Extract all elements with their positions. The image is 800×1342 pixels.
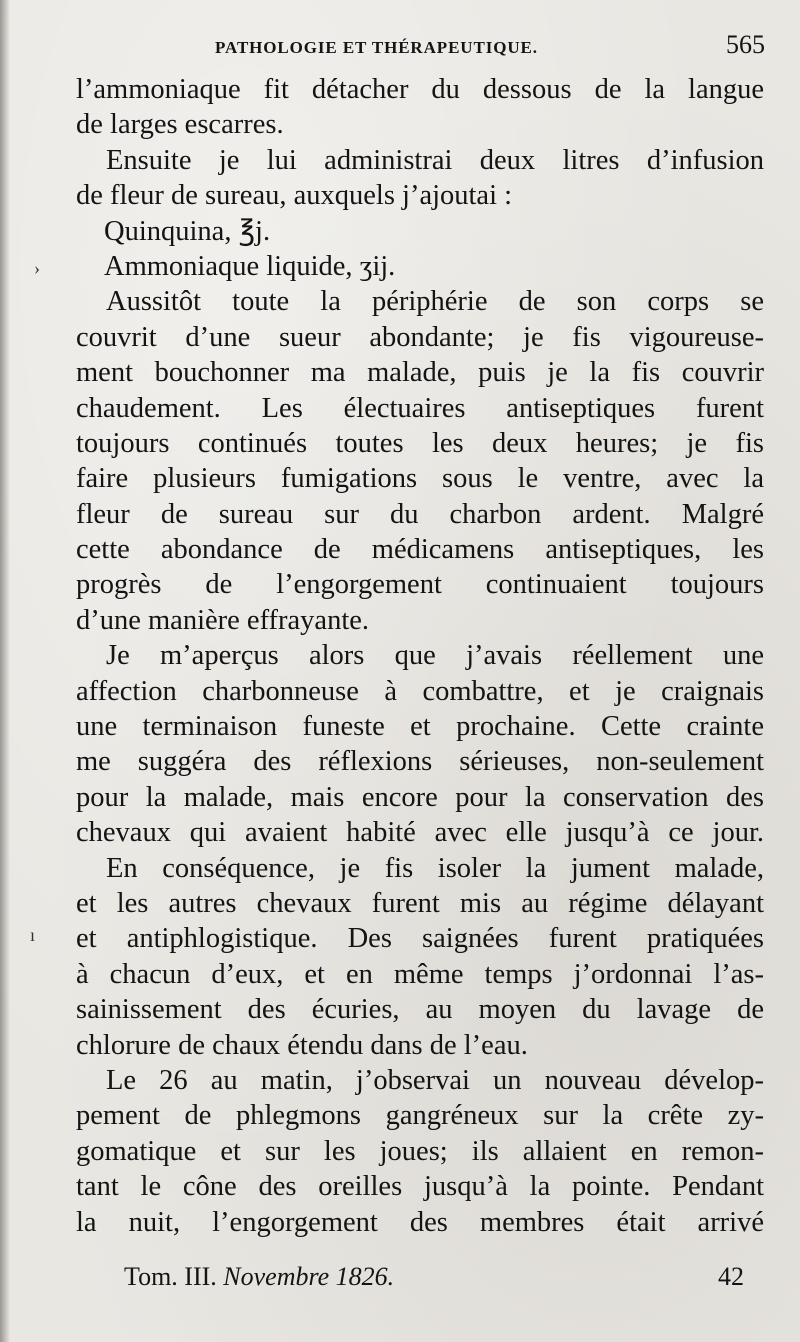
text-line: faire plusieurs fumigations sous le ventre, avec la [76, 463, 764, 495]
page-gutter-shadow [0, 0, 10, 1342]
signature-volume: Tom. III. [124, 1262, 217, 1291]
page-number: 565 [726, 30, 765, 59]
text-line: progrès de l’engorgement continuaient toujours [76, 569, 764, 601]
formula-line: Quinquina, ℥j. [104, 215, 271, 247]
signature-mark [124, 1262, 394, 1292]
paragraph-first-line: En conséquence, je fis isoler la jument malade, [106, 852, 764, 884]
text-line: de larges escarres. [76, 109, 284, 141]
text-line: d’une manière effrayante. [76, 604, 370, 636]
page-footer [124, 1262, 744, 1302]
text-line: me suggéra des réflexions sérieuses, non-seulement [76, 746, 764, 778]
text-line: gomatique et sur les joues; ils allaient en remon- [76, 1135, 764, 1167]
text-line: cette abondance de médicamens antiseptiques, les [76, 534, 764, 566]
paragraph-first-line: Je m’aperçus alors que j’avais réellement une [106, 640, 764, 672]
running-head: PATHOLOGIE ET THÉRAPEUTIQUE. [215, 38, 538, 57]
page-header [215, 30, 765, 66]
margin-mark: ı [30, 925, 36, 945]
text-line: ment bouchonner ma malade, puis je la fis couvrir [76, 357, 764, 389]
signature-date: Novembre 1826. [223, 1262, 395, 1291]
text-line: et les autres chevaux furent mis au régime délayant [76, 887, 764, 919]
sheet-number: 42 [718, 1262, 744, 1291]
text-line: chlorure de chaux étendu dans de l’eau. [76, 1029, 528, 1061]
paragraph-first-line: Aussitôt toute la périphérie de son corps se [106, 286, 764, 318]
text-line: et antiphlogistique. Des saignées furent pratiquées [76, 923, 764, 955]
text-line: affection charbonneuse à combattre, et je craignais [76, 675, 764, 707]
margin-mark: › [34, 258, 40, 278]
text-line: pour la malade, mais encore pour la conservation des [76, 781, 764, 813]
text-line: pement de phlegmons gangréneux sur la crête zy- [76, 1100, 764, 1132]
text-line: la nuit, l’engorgement des membres était arrivé [76, 1206, 764, 1238]
text-line: couvrit d’une sueur abondante; je fis vigoureuse- [76, 321, 764, 353]
text-line: chevaux qui avaient habité avec elle jusqu’à ce jour. [76, 817, 764, 849]
text-line: chaudement. Les électuaires antiseptiques furent [76, 392, 764, 424]
text-line: de fleur de sureau, auxquels j’ajoutai : [76, 180, 513, 212]
paragraph-first-line: Le 26 au matin, j’observai un nouveau dévelop- [106, 1064, 764, 1096]
body-text [76, 72, 764, 1240]
text-line: l’ammoniaque fit détacher du dessous de la langue [76, 74, 764, 105]
text-line: à chacun d’eux, et en même temps j’ordonnai l’as- [76, 958, 764, 990]
text-line: tant le cône des oreilles jusqu’à la pointe. Pendant [76, 1171, 764, 1203]
formula-line: Ammoniaque liquide, ʒij. [104, 250, 396, 282]
paragraph-first-line: Ensuite je lui administrai deux litres d’infusion [106, 144, 764, 176]
text-line: toujours continués toutes les deux heures; je fis [76, 427, 764, 459]
text-line: sainissement des écuries, au moyen du lavage de [76, 994, 764, 1026]
text-line: une terminaison funeste et prochaine. Cette crainte [76, 711, 764, 743]
text-line: fleur de sureau sur du charbon ardent. Malgré [76, 498, 764, 530]
